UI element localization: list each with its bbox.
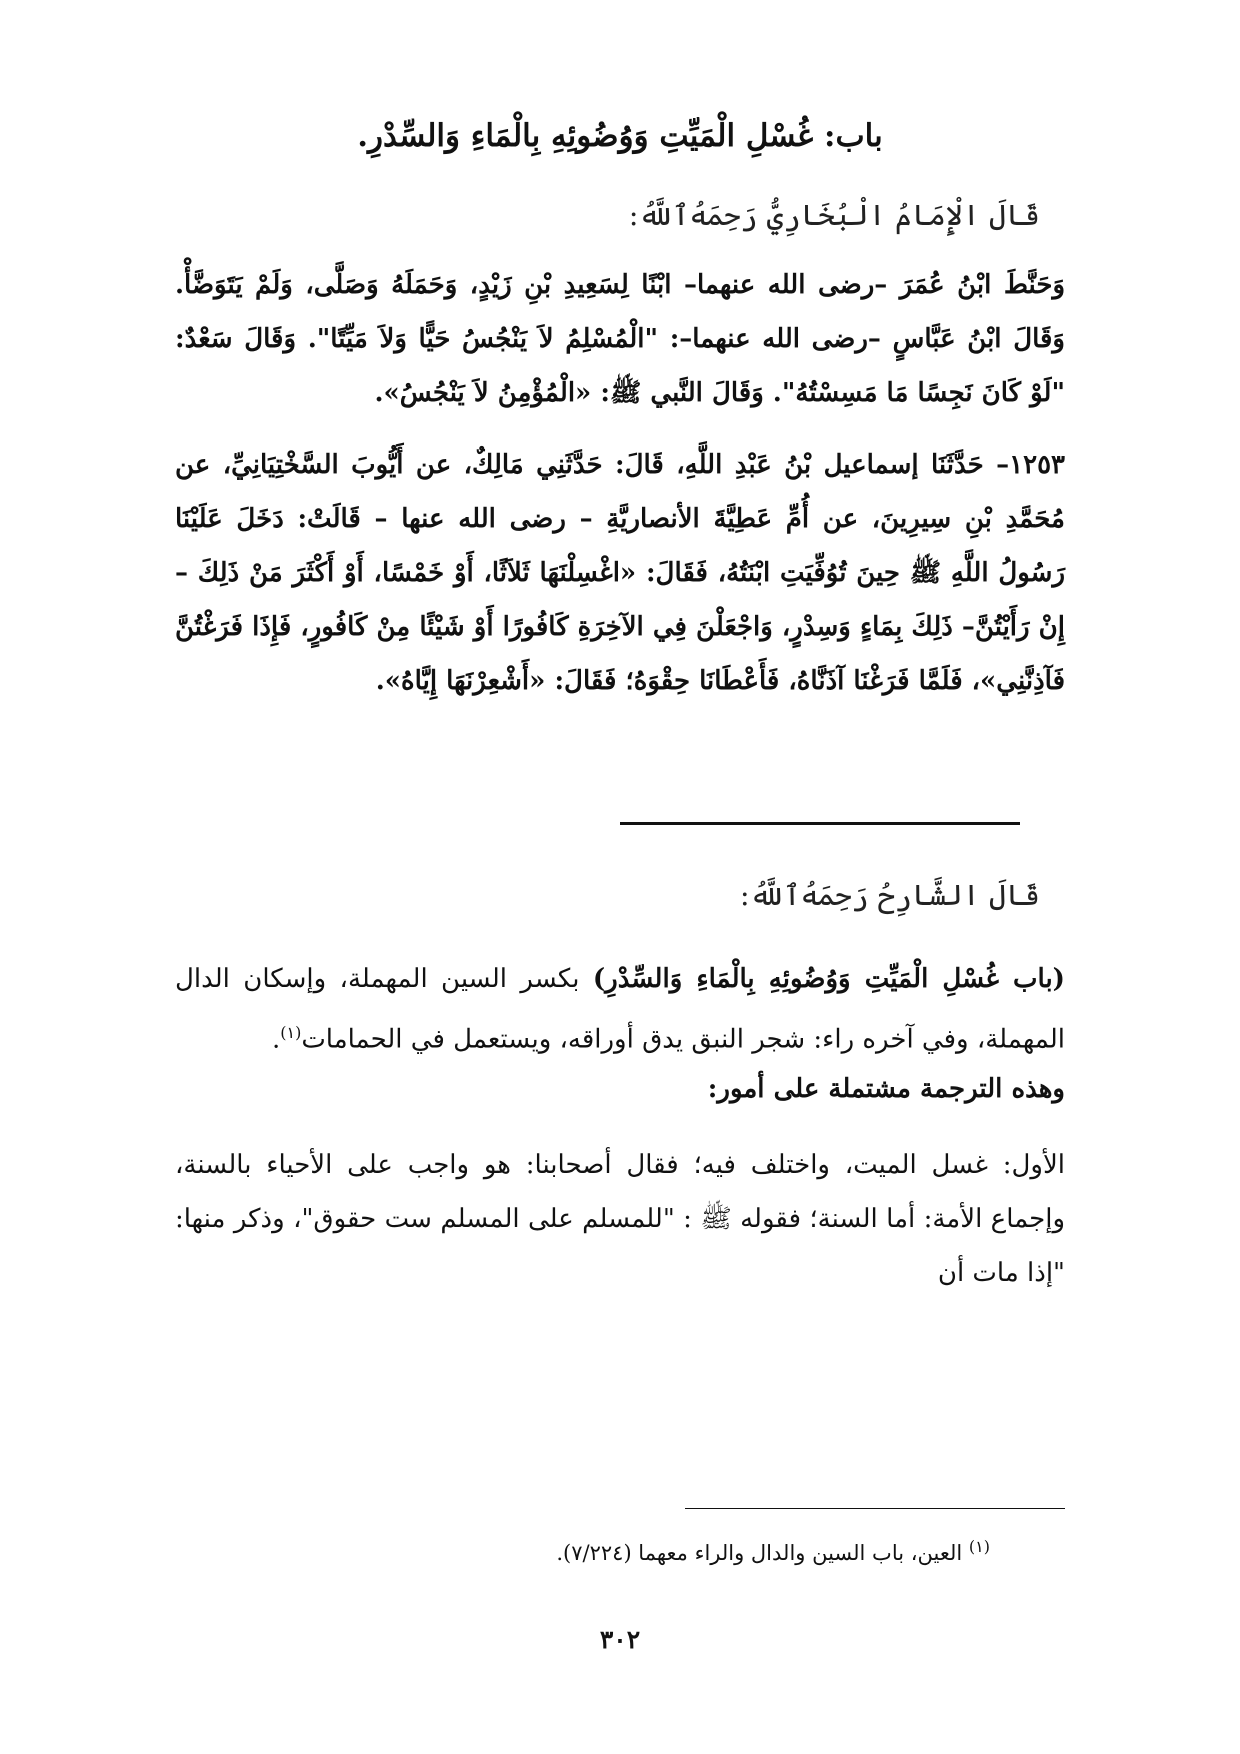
commentary-end: . [271, 1024, 281, 1055]
footnote-text: العين، باب السين والدال والراء معهما (٧/٢٢٤). [556, 1541, 963, 1565]
commentary-text: بكسر السين المهملة، وإسكان الدال المهملة، وفي آخره راء: شجر النبق يدق أوراقه، ويستعمل في الحمامات [175, 964, 1065, 1055]
chapter-title: باب: غُسْلِ الْمَيِّتِ وَوُضُوئِهِ بِالْمَاءِ وَالسِّدْرِ. [357, 118, 883, 154]
footnote [190, 1537, 990, 1565]
footnote-number: (١) [968, 1537, 990, 1556]
commentary-paragraph-2: الأول: غسل الميت، واختلف فيه؛ فقال أصحابنا: هو واجب على الأحياء بالسنة، وإجماع الأمة: أما السنة؛ فقوله ﷺ : "للمسلم على المسلم ست حقوق"، وذكر منها: "إذا مات أن [175, 1150, 1065, 1288]
commentary-paragraph [175, 952, 1065, 1067]
points-heading: وهذه الترجمة مشتملة على أمور: [707, 1074, 1065, 1104]
hadith-text-paragraph: ١٢٥٣– حَدَّثَنَا إسماعيل بْنُ عَبْدِ اللَّهِ، قَالَ: حَدَّثَنِي مَالِكٌ، عن أَيُّوبَ السَّخْتِيَانِيِّ، عن مُحَمَّدِ بْنِ سِيرِينَ، عن أُمِّ عَطِيَّةَ الأنصاريَّةِ – رضى الله عنها – قَالَتْ: دَخَلَ عَلَيْنَا رَسُولُ اللَّهِ ﷺ حِينَ تُوُفِّيَتِ ابْنَتُهُ، فَقَالَ: «اغْسِلْنَهَا ثَلاَثًا، أَوْ خَمْسًا، أَوْ أَكْثَرَ مَنْ ذَلِكَ –إِنْ رَأَيْتُنَّ– ذَلِكَ بِمَاءٍ وَسِدْرٍ، وَاجْعَلْنَ فِي الآخِرَةِ كَافُورًا أَوْ شَيْئًا مِنْ كَافُورٍ، فَإِذَا فَرَغْتُنَّ فَآذِنَّنِي»، فَلَمَّا فَرَغْنَا آذَنَّاهُ، فَأَعْطَانَا حِقْوَهُ؛ فَقَالَ: «أَشْعِرْنَهَا إِيَّاهُ». [175, 450, 1065, 696]
commentator-intro: قَالَ الشَّارِحُ رَحِمَهُ‌ٱللَّهُ: [739, 878, 1040, 912]
commentary-bold-heading: (باب غُسْلِ الْمَيِّتِ وَوُضُوئِهِ بِالْمَاءِ وَالسِّدْرِ) [592, 964, 1065, 994]
separator-line [620, 822, 1020, 825]
footnote-separator [685, 1508, 1065, 1509]
chapter-text-paragraph: وَحَنَّطَ ابْنُ عُمَرَ –رضى الله عنهما– ابْنًا لِسَعِيدِ بْنِ زَيْدٍ، وَحَمَلَهُ وَصَلَّى، وَلَمْ يَتَوَضَّأْ. وَقَالَ ابْنُ عَبَّاسٍ –رضى الله عنهما–: "الْمُسْلِمُ لاَ يَنْجُسُ حَيًّا وَلاَ مَيِّتًا". وَقَالَ سَعْدٌ: "لَوْ كَانَ نَجِسًا مَا مَسِسْتُهُ". وَقَالَ النَّبي ﷺ: «الْمُؤْمِنُ لاَ يَنْجُسُ». [175, 270, 1065, 408]
imam-intro: قَالَ الْإِمَامُ الْبُخَارِيُّ رَحِمَهُ‌ٱللَّهُ: [628, 198, 1040, 232]
footnote-reference: (١) [280, 1023, 302, 1042]
page-number: ٣٠٢ [599, 1625, 641, 1654]
